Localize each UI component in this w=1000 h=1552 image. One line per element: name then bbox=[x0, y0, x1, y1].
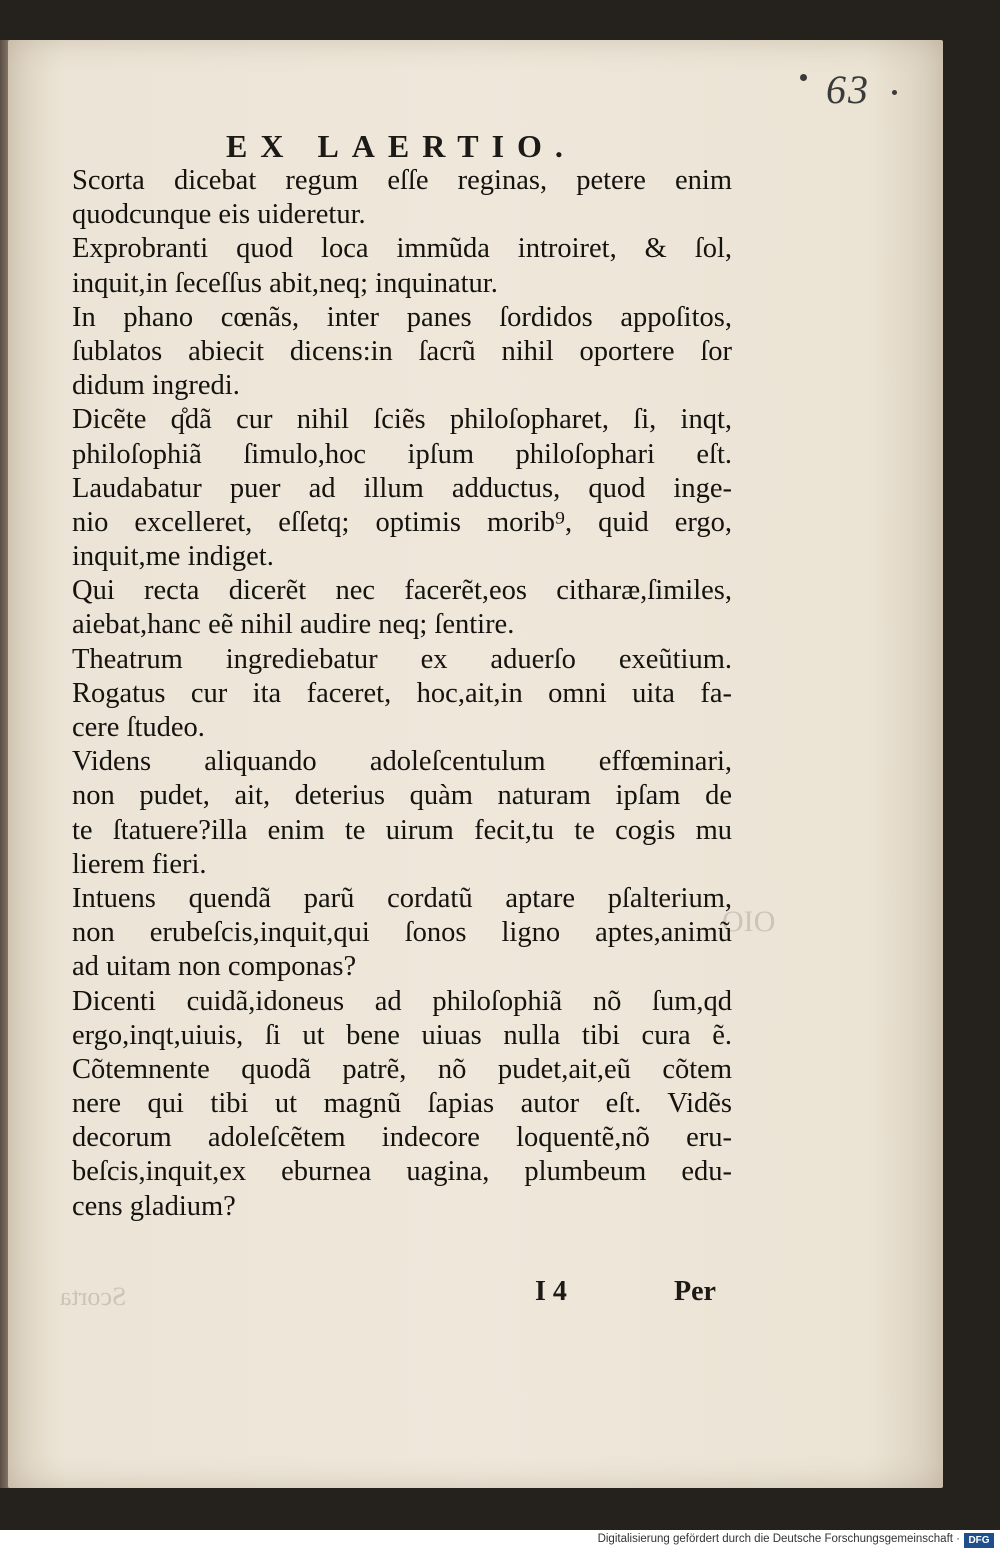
show-through-margin: ΟΙΟ bbox=[722, 905, 776, 938]
dfg-logo: DFG bbox=[964, 1533, 994, 1548]
text-line: Rogatus cur ita faceret, hoc,ait,in omni uita fa- bbox=[72, 677, 732, 709]
footer-credit: Digitalisierung gefördert durch die Deutsche Forschungsgemeinschaft · bbox=[597, 1533, 960, 1545]
text-line: In phano cœnãs, inter panes ſordidos appoſitos, bbox=[72, 301, 732, 333]
text-line: Cõtemnente quodã patrẽ, nõ pudet,ait,eũ cõtem bbox=[72, 1053, 732, 1085]
text-line: cere ſtudeo. bbox=[72, 712, 205, 743]
running-head: EX LAERTIO. bbox=[226, 128, 576, 164]
text-line: aiebat,hanc eẽ nihil audire neq; ſentire. bbox=[72, 609, 515, 641]
text-line: Exprobranti quod loca immũda introiret, & ſol, bbox=[72, 233, 732, 265]
text-line: decorum adoleſcẽtem indecore loquentẽ,nõ eru- bbox=[72, 1122, 732, 1154]
text-line: non erubeſcis,inquit,qui ſonos ligno aptes,animũ bbox=[72, 917, 732, 949]
folio-dot-right bbox=[892, 90, 897, 95]
text-line: Theatrum ingrediebatur ex aduerſo exeũtium. bbox=[72, 643, 732, 675]
catchword: Per bbox=[674, 1276, 716, 1307]
text-line: lierem fieri. bbox=[72, 848, 207, 880]
text-line: te ſtatuere?illa enim te uirum fecit,tu te cogis mu bbox=[72, 814, 732, 846]
footer-bar bbox=[0, 1530, 1000, 1552]
text-line: non pudet, ait, deterius quàm naturam ipſam de bbox=[72, 780, 732, 812]
text-line: Dicenti cuidã,idoneus ad philoſophiã nõ ſum,qd bbox=[72, 985, 732, 1017]
text-line: inquit,in ſeceſſus abit,neq; inquinatur. bbox=[72, 267, 498, 299]
text-line: beſcis,inquit,ex eburnea uagina, plumbeum edu- bbox=[72, 1156, 732, 1188]
text-line: didum ingredi. bbox=[72, 370, 240, 402]
text-line: Qui recta dicerẽt nec facerẽt,eos citharæ,ſimiles, bbox=[72, 575, 732, 607]
text-line: cens gladium? bbox=[72, 1190, 236, 1222]
text-line: Intuens quendã parũ cordatũ aptare pſalterium, bbox=[72, 882, 732, 914]
folio-dot-left bbox=[800, 74, 807, 81]
text-line: quodcunque eis uideretur. bbox=[72, 199, 366, 231]
text-line: Dicẽte q̊dã cur nihil ſciẽs philoſopharet, ſi, inqt, bbox=[72, 404, 732, 436]
folio-number: 63 bbox=[826, 67, 870, 112]
text-line: Scorta dicebat regum eſſe reginas, petere enim bbox=[72, 165, 732, 196]
text-line: ſublatos abiecit dicens:in ſacrũ nihil oportere ſor bbox=[72, 335, 732, 367]
text-line: ad uitam non componas? bbox=[72, 951, 357, 983]
text-line: inquit,me indiget. bbox=[72, 541, 274, 573]
text-line: philoſophiã ſimulo,hoc ipſum philoſophari eſt. bbox=[72, 438, 732, 470]
text-line: nio excelleret, eſſetq; optimis morib⁹, quid ergo, bbox=[72, 506, 732, 538]
body-text bbox=[72, 164, 732, 1224]
show-through-text: Scorta bbox=[60, 1282, 127, 1311]
text-line: Videns aliquando adoleſcentulum effœminari, bbox=[72, 746, 732, 778]
text-line: nere qui tibi ut magnũ ſapias autor eſt. Vidẽs bbox=[72, 1088, 732, 1120]
signature-mark: I 4 bbox=[535, 1276, 567, 1307]
text-line: Laudabatur puer ad illum adductus, quod inge- bbox=[72, 472, 732, 504]
text-line: ergo,inqt,uiuis, ſi ut bene uiuas nulla tibi cura ẽ. bbox=[72, 1019, 732, 1051]
